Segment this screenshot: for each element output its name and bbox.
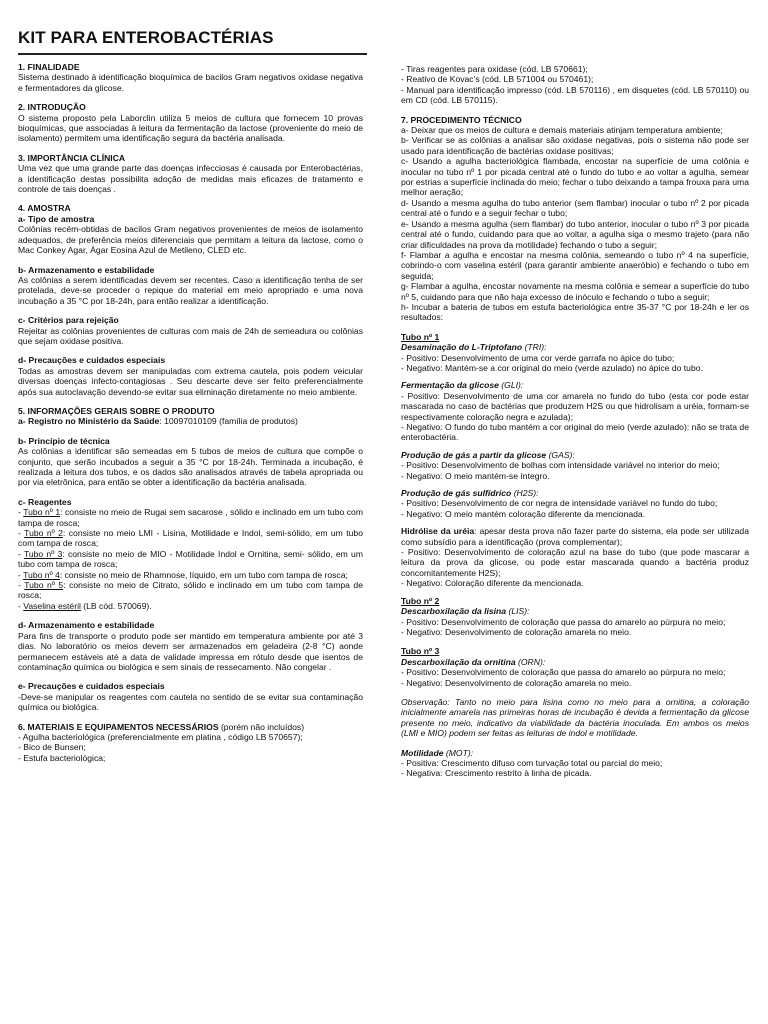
ornitina-positivo: - Positivo: Desenvolvimento de coloração que passa do amarelo ao púrpura no meio; (401, 667, 726, 678)
deaminacao-negativo: - Negativo: Mantém-se a cor original do meio (verde azulado) no ápice do tubo. (401, 362, 703, 373)
deaminacao-positivo: - Positivo: Desenvolvimento de uma cor verde garrafa no ápice do tubo; (401, 352, 675, 363)
section-materiais-title-line (18, 722, 363, 732)
amostra-rejeicao-title: c- Critérios para rejeição (18, 315, 119, 326)
tubo3-title: Tubo nº 3 (401, 646, 440, 657)
title-divider (18, 53, 367, 55)
fermentacao-negativo: - Negativo: O fundo do tubo mantém a cor original do meio (verde azulado): não se trata de enterobactéria. (401, 422, 749, 443)
produto-armazenamento-text: Para fins de transporte o produto pode ser mantido em temperatura ambiente por até 3 dias. No laboratório os meios devem ser armazenados em geladeira (2-8 °C) aonde permanecem estáveis até a data de validade impressa em rótulo desde que isentos de contaminação química ou biológica e sem sinais de ressecamento. Não congelar . (18, 630, 363, 672)
lisina-code: (LIS): (506, 606, 530, 617)
gas-negativo: - Negativo: O meio mantém-se íntegro. (401, 470, 550, 481)
amostra-tipo-text: Colônias recém-obtidas de bacilos Gram negativos provenientes de meios de isolamento adequados, de preferência meios diferenciais que permitam a leitura da lactose, como o Mac Conkey Agar, Ágar Eosina Azul de Metileno, CLED etc. (18, 224, 363, 256)
ureia-text: : apesar desta prova não fazer parte do sistema, ela pode ser utilizada como subsídio para a identificação (prova complementar); (401, 526, 749, 547)
reagent-name: Tubo nº 5 (24, 580, 64, 591)
amostra-tipo-title: a- Tipo de amostra (18, 213, 95, 224)
deaminacao-code: (TRI): (522, 342, 547, 353)
tubo1-title: Tubo nº 1 (401, 331, 440, 342)
motilidade-title: Motilidade (401, 747, 444, 758)
lisina-positivo: - Positivo: Desenvolvimento de coloração que passa do amarelo ao púrpura no meio; (401, 616, 726, 627)
reagent-text: : consiste no meio de Rhamnose, líquido, em um tubo com tampa de rosca; (59, 569, 348, 580)
fermentacao-title-line (401, 380, 749, 390)
reagent-item (18, 528, 363, 549)
material-item: - Reativo de Kovac’s (cód. LB 571004 ou 570461); (401, 74, 594, 85)
reagent-item (18, 570, 363, 580)
h2s-positivo: - Positivo: Desenvolvimento de cor negra de intensidade variável no fundo do tubo; (401, 498, 718, 509)
right-column (401, 64, 749, 779)
procedure-step: b- Verificar se as colônias a analisar são oxidase negativas, pois o sistema não pode ser usado para identificação de bactérias oxidase positivas; (401, 135, 749, 156)
deaminacao-title: Desaminação do L-Triptofano (401, 342, 523, 353)
ureia-title: Hidrólise da uréia (401, 526, 475, 537)
section-finalidade-title: 1. FINALIDADE (18, 62, 80, 72)
h2s-title: Produção de gás sulfídrico (401, 488, 512, 499)
fermentacao-positivo: - Positivo: Desenvolvimento de uma cor amarela no fundo do tubo (esta cor pode estar mascarada no caso de bactérias que produzem H2S ou que hidrolisam a uréia, formam-se respectivamente coloração negra e azulada); (401, 390, 749, 422)
gas-code: (GAS): (546, 449, 575, 460)
motilidade-positivo: - Positiva: Crescimento difuso com turvação total ou parcial do meio; (401, 757, 663, 768)
reagent-name: Tubo nº 2 (24, 528, 63, 539)
procedure-step: e- Usando a mesma agulha (sem flambar) do tubo anterior, inocular o tubo nº 3 por picada central até o fundo, cuidando para que ao voltar, a agulha siga o mesmo trajeto (para não criar dificuldades na prova da motilidade) fechando o tubo a seguir; (401, 218, 749, 250)
ureia-line (401, 526, 749, 547)
registro-line (18, 416, 363, 426)
material-item: - Tiras reagentes para oxidase (cód. LB 570661); (401, 64, 588, 74)
registro-value: : 10097010109 (159, 416, 217, 427)
section-importancia-text: Uma vez que uma grande parte das doenças infecciosas é causada por Enterobactérias, a identificação destas possibilita adoção de medidas mais eficazes de tratamento e controle de tais doenças . (18, 163, 363, 195)
h2s-negativo: - Negativo: O meio mantém coloração diferente da mencionada. (401, 508, 646, 519)
reagent-name: Tubo nº 4 (23, 569, 60, 580)
fermentacao-title: Fermentação da glicose (401, 380, 499, 391)
principio-title: b- Princípio de técnica (18, 435, 110, 446)
reagent-text: : consiste no meio de Rugai sem sacarose , sólido e inclinado em um tubo com tampa de rosca; (18, 507, 363, 528)
tubo2-title: Tubo nº 2 (401, 595, 440, 606)
ornitina-title-line (401, 657, 749, 667)
amostra-precaucoes-text: Todas as amostras devem ser manipuladas com extrema cautela, pois podem veicular diversas doenças infecto-contagiosas . Seu descarte deve ser feito preferencialmente após sua autoclavação devendo-se evitar sua eliminação diretamente no meio ambiente. (18, 365, 363, 397)
material-item: - Manual para identificação impresso (cód. LB 570116) , em disquetes (cód. LB 570110) ou em CD (cód. LB 570115). (401, 84, 749, 106)
procedure-step: a- Deixar que os meios de cultura e demais materiais atinjam temperatura ambiente; (401, 125, 723, 136)
procedure-step: f- Flambar a agulha e encostar na mesma colônia, semeando o tubo nº 4 na superfície, cobrindo-o com vaselina estéril (para garantir ambiente anaeróbio) e fechando o tubo em seguida; (401, 249, 749, 281)
section-informacoes-title: 5. INFORMAÇÕES GERAIS SOBRE O PRODUTO (18, 405, 215, 416)
material-item: - Bico de Bunsen; (18, 742, 86, 753)
section-importancia-title: 3. IMPORTÂNCIA CLÍNICA (18, 152, 126, 163)
ornitina-code: (ORN): (515, 656, 546, 667)
procedure-step: h- Incubar a bateria de tubos em estufa bacteriológica entre 35-37 °C por 18-24h e ler os resultados: (401, 301, 749, 323)
motilidade-code: (MOT): (443, 747, 474, 758)
observacao-text: Observação: Tanto no meio para lisina como no meio para a ornitina, a coloração inicialmente amarela nas primeiras horas de incubação é devida a fermentação da glicose presente no meio, indicativo da viabilidade da bactéria inoculada. Em ambos os meios (LMI e MIO) podem ser feitas as leituras de indol e motilidade. (401, 696, 749, 739)
deaminacao-title-line (401, 342, 749, 352)
document-title: KIT PARA ENTEROBACTÉRIAS (18, 28, 274, 47)
ureia-negativo: - Negativo: Coloração diferente da mencionada. (401, 578, 584, 589)
material-item: - Agulha bacteriológica (preferencialmente em platina , código LB 570657); (18, 731, 303, 742)
reagent-text: : consiste no meio LMI - Lisina, Motilidade e Indol, semi-sólido, em um tubo com tampa de rosca; (18, 528, 363, 549)
motilidade-negativo: - Negativa: Crescimento restrito à linha de picada. (401, 768, 592, 779)
gas-title: Produção de gás a partir da glicose (401, 449, 547, 460)
procedure-step: c- Usando a agulha bacteriológica flambada, encostar na superfície de uma colônia e inocular no tubo nº 1 por picada central até o fundo do tubo e ao voltar a agulha, semear por estrias a superfície inclinada do meio; fechar o tubo deixando a tampa frouxa para uma melhor aeração; (401, 156, 749, 198)
amostra-armazenamento-text: As colônias a serem identificadas devem ser recentes. Caso a identificação tenha de ser protelada, deve-se proceder o repique do material em meio apropriado e uma nova incubação a 35 °C por 18-24h, para então realizar a identificação. (18, 274, 363, 306)
section-finalidade-text: Sistema destinado à identificação bioquímica de bacilos Gram negativos oxidase negativa e fermentadores da glicose. (18, 72, 363, 93)
material-item: - Estufa bacteriológica; (18, 752, 106, 763)
principio-text: As colônias a identificar são semeadas em 5 tubos de meios de cultura que compõe o conjunto, que serão incubados a seguir a 35 °C por 18-24h. Terminada a incubação, é realizada a leitura dos tubos, e os dados são analisados através de tabela apropriada ou por via eletrônica, para então se obter a identificação da bactéria analisada. (18, 446, 363, 488)
lisina-negativo: - Negativo: Desenvolvimento de coloração amarela no meio. (401, 626, 632, 637)
h2s-code: (H2S): (511, 488, 539, 499)
reagent-item (18, 549, 363, 570)
lisina-title-line (401, 606, 749, 616)
procedure-step: d- Usando a mesma agulha do tubo anterior (sem flambar) inocular o tubo nº 2 por picada central até o fundo e a seguir fechar o tubo; (401, 197, 749, 219)
reagent-prefix: - (18, 548, 24, 559)
reagent-item (18, 601, 363, 611)
left-column (18, 62, 363, 763)
reagent-item (18, 507, 363, 528)
reagent-text: (LB cód. 570069). (80, 600, 152, 611)
reagent-item (18, 580, 363, 601)
ureia-positivo: - Positivo: Desenvolvimento de coloração azul na base do tubo (que pode mascarar a leitura da prova da glicose, ou pode estar mascarada quando a bactéria produz concomitantemente H2S); (401, 547, 749, 578)
section-introducao-title: 2. INTRODUÇÃO (18, 102, 86, 113)
fermentacao-code: (GLI): (498, 380, 524, 391)
reagent-prefix: - (18, 528, 25, 539)
lisina-title: Descarboxilação da lisina (401, 606, 507, 617)
section-procedimento-title: 7. PROCEDIMENTO TÉCNICO (401, 114, 522, 125)
produto-precaucoes-text: -Deve-se manipular os reagentes com cautela no sentido de se evitar sua contaminação química ou biológica. (18, 691, 363, 713)
reagent-name: Tubo nº 3 (23, 548, 63, 559)
reagent-name: Tubo nº 1 (23, 507, 61, 518)
section-materiais-title: 6. MATERIAIS E EQUIPAMENTOS NECESSÁRIOS (18, 721, 219, 732)
produto-armazenamento-title: d- Armazenamento e estabilidade (18, 620, 155, 631)
gas-positivo: - Positivo: Desenvolvimento de bolhas com intensidade variável no interior do meio; (401, 460, 720, 471)
gas-title-line (401, 450, 749, 460)
reagent-text: : consiste no meio de Citrato, sólido e inclinado em um tubo com tampa de rosca; (18, 580, 363, 601)
produto-precaucoes-title: e- Precauções e cuidados especiais (18, 681, 165, 692)
reagent-prefix: - (18, 507, 24, 518)
amostra-armazenamento-title: b- Armazenamento e estabilidade (18, 264, 155, 275)
reagentes-title: c- Reagentes (18, 496, 72, 507)
reagent-text: : consiste no meio de MIO - Motilidade Indol e Ornitina, semi- sólido, em um tubo com tampa de rosca; (18, 548, 363, 570)
ornitina-negativo: - Negativo: Desenvolvimento de coloração amarela no meio. (401, 677, 632, 688)
reagent-prefix: - (18, 600, 24, 611)
motilidade-title-line (401, 748, 749, 758)
amostra-precaucoes-title: d- Precauções e cuidados especiais (18, 355, 166, 366)
section-amostra-title: 4. AMOSTRA (18, 203, 71, 214)
ornitina-title: Descarboxilação da ornitina (401, 656, 516, 667)
h2s-title-line (401, 488, 749, 498)
amostra-rejeicao-text: Rejeitar as colônias provenientes de culturas com mais de 24h de semeadura ou colônias que sejam oxidase positiva. (18, 325, 363, 346)
registro-label: a- Registro no Ministério da Saúde (18, 416, 160, 427)
reagent-prefix: - (18, 569, 24, 580)
section-introducao-text: O sistema proposto pela Laborclin utiliza 5 meios de cultura que fornecem 10 provas bioquímicas, que associadas à leitura da fermentação da lactose (proveniente do meio de isolamento) permitem uma identificação segura da bactéria analisada. (18, 112, 363, 144)
procedure-step: g- Flambar a agulha, encostar novamente na mesma colônia e semear a superfície do tubo nº 5, cuidando para que não haja excesso de inóculo e fechando o tubo a seguir; (401, 281, 749, 302)
reagent-name: Vaselina estéril (23, 600, 81, 611)
section-materiais-note: (porém não incluídos) (218, 721, 305, 732)
reagent-prefix: - (18, 580, 25, 591)
registro-note: (família de produtos) (216, 416, 298, 427)
